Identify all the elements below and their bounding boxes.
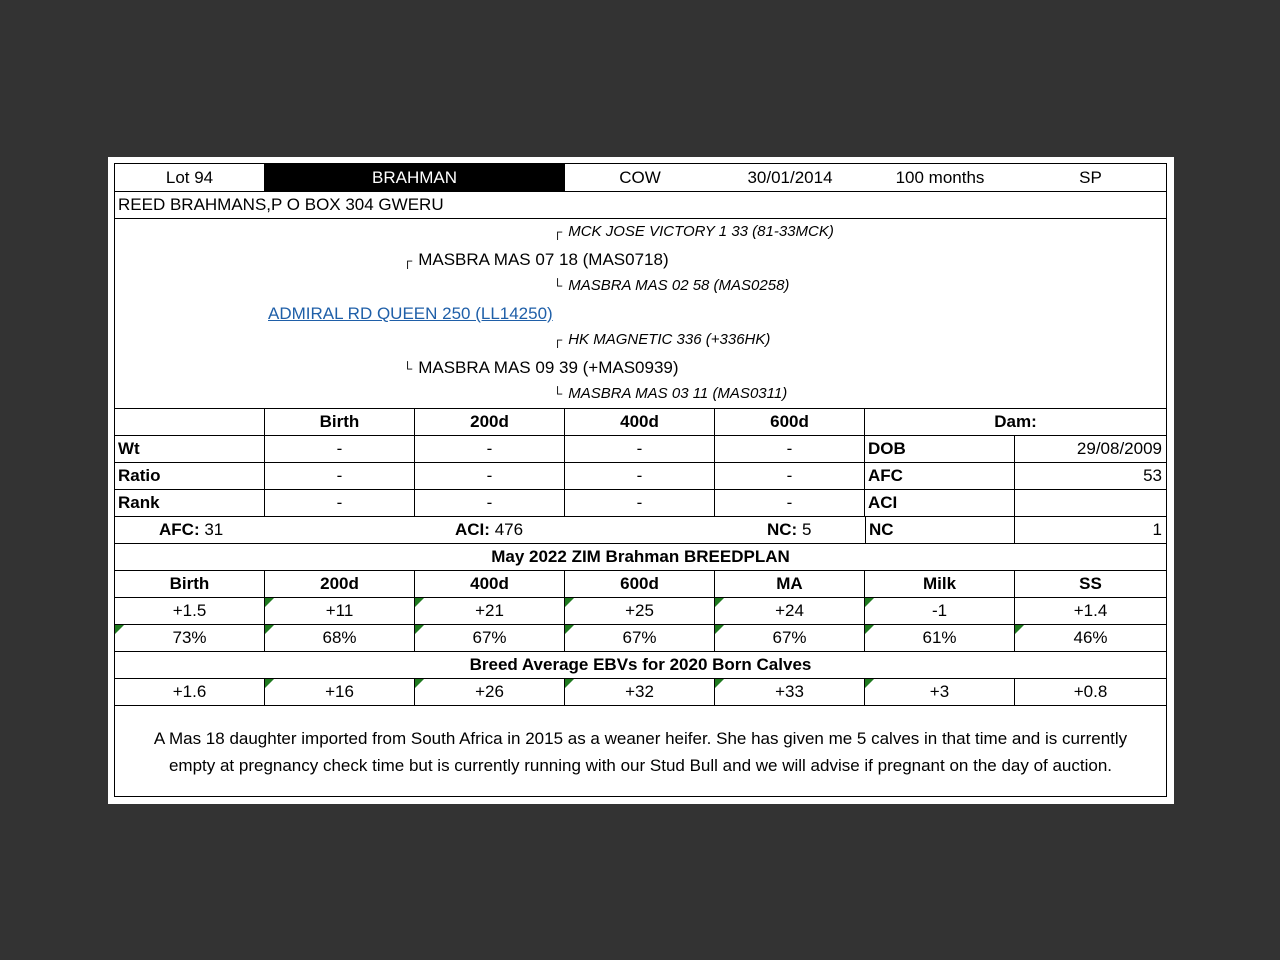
aci-value: 476 bbox=[494, 520, 524, 539]
bracket-top-icon: ┌ bbox=[553, 224, 563, 239]
comment-marker-icon bbox=[265, 679, 274, 688]
ebv-value bbox=[715, 598, 865, 624]
nc-label: NC: bbox=[767, 520, 798, 539]
comment-marker-icon bbox=[115, 625, 124, 634]
breedplan-title: May 2022 ZIM Brahman BREEDPLAN bbox=[491, 547, 790, 566]
pedigree-sire-sire bbox=[553, 223, 834, 240]
dam-header: Dam: bbox=[994, 412, 1037, 431]
value-cell: - bbox=[415, 436, 565, 462]
accuracy-text: 61% bbox=[922, 628, 957, 647]
dam-info-label: ACI bbox=[865, 490, 1015, 516]
pedigree-sire-dam bbox=[553, 277, 789, 294]
comment-marker-icon bbox=[565, 679, 574, 688]
avg-value-text: +33 bbox=[775, 682, 804, 701]
ebv-col-ma: MA bbox=[715, 571, 865, 597]
lot-comment: A Mas 18 daughter imported from South Africa in 2015 as a weaner heifer. She has given me 5 calves in that time and is currently empty at pregnancy check time but is currently running with our Stud Bull and we will advise if pregnant on the day of auction. bbox=[153, 729, 1128, 775]
dam-info-value bbox=[1015, 490, 1166, 516]
ebv-value bbox=[415, 598, 565, 624]
ebv-col-milk: Milk bbox=[865, 571, 1015, 597]
accuracy-text: 67% bbox=[772, 628, 807, 647]
breedplan-title-row bbox=[115, 544, 1166, 571]
afc-stat bbox=[159, 517, 223, 543]
breeder-row bbox=[115, 192, 1166, 219]
accuracy-value bbox=[715, 625, 865, 651]
value-cell: - bbox=[715, 490, 865, 516]
value-cell: - bbox=[415, 490, 565, 516]
accuracy-text: 67% bbox=[622, 628, 657, 647]
perf-row-ratio bbox=[115, 463, 1166, 490]
accuracy-row bbox=[115, 625, 1166, 652]
comment-marker-icon bbox=[715, 679, 724, 688]
comment-marker-icon bbox=[865, 679, 874, 688]
bracket-top-icon: ┌ bbox=[553, 332, 563, 347]
ebv-value-text: +21 bbox=[475, 601, 504, 620]
sire-dam-name: MASBRA MAS 02 58 (MAS0258) bbox=[568, 277, 790, 294]
ebv-col-ss: SS bbox=[1079, 574, 1102, 593]
dam-info-label: AFC bbox=[865, 463, 1015, 489]
lot-number: Lot 94 bbox=[115, 164, 265, 191]
sire-name: MASBRA MAS 07 18 (MAS0718) bbox=[418, 250, 669, 269]
comment-marker-icon bbox=[715, 625, 724, 634]
comment-marker-icon bbox=[415, 625, 424, 634]
avg-value bbox=[565, 679, 715, 705]
avg-value bbox=[865, 679, 1015, 705]
status-code: SP bbox=[1079, 167, 1102, 187]
ebv-value bbox=[865, 598, 1015, 624]
value-cell: - bbox=[265, 490, 415, 516]
performance-header-row bbox=[115, 409, 1166, 436]
accuracy-value bbox=[265, 625, 415, 651]
dam-info-value: 53 bbox=[1143, 466, 1162, 485]
comment-marker-icon bbox=[865, 598, 874, 607]
ebv-value bbox=[565, 598, 715, 624]
nc-value: 5 bbox=[801, 520, 812, 539]
pedigree-dam-dam bbox=[553, 385, 787, 402]
dam-dam-name: MASBRA MAS 03 11 (MAS0311) bbox=[568, 385, 788, 402]
birth-date: 30/01/2014 bbox=[747, 167, 833, 187]
ebv-value: +1.5 bbox=[115, 598, 265, 624]
ebv-value-text: +24 bbox=[775, 601, 804, 620]
value-cell: - bbox=[565, 490, 715, 516]
comment-marker-icon bbox=[415, 679, 424, 688]
comment-marker-icon bbox=[1015, 625, 1024, 634]
value-cell: - bbox=[565, 436, 715, 462]
pedigree-section bbox=[115, 219, 1166, 409]
perf-col-birth: Birth bbox=[265, 409, 415, 435]
perf-col-400d: 400d bbox=[565, 409, 715, 435]
performance-corner bbox=[115, 409, 265, 435]
ebv-value: +1.4 bbox=[1073, 601, 1108, 620]
lot-card bbox=[114, 163, 1167, 797]
sire-sire-name: MCK JOSE VICTORY 1 33 (81-33MCK) bbox=[568, 223, 834, 240]
accuracy-text: 73% bbox=[172, 628, 207, 647]
accuracy-value bbox=[565, 625, 715, 651]
breed-label: BRAHMAN bbox=[265, 164, 565, 191]
value-cell: - bbox=[715, 436, 865, 462]
comment-marker-icon bbox=[565, 598, 574, 607]
avg-value-text: +26 bbox=[475, 682, 504, 701]
perf-row-rank bbox=[115, 490, 1166, 517]
afc-label: AFC: bbox=[159, 520, 200, 539]
ebv-col-400d: 400d bbox=[415, 571, 565, 597]
comment-marker-icon bbox=[265, 625, 274, 634]
ebv-value bbox=[265, 598, 415, 624]
ebv-col-600d: 600d bbox=[565, 571, 715, 597]
pedigree-animal bbox=[268, 304, 553, 324]
avg-value-text: +16 bbox=[325, 682, 354, 701]
comment-marker-icon bbox=[265, 598, 274, 607]
accuracy-text: 68% bbox=[322, 628, 357, 647]
breed-average-row bbox=[115, 679, 1166, 706]
avg-value-text: +3 bbox=[929, 682, 950, 701]
dam-info-label: DOB bbox=[865, 436, 1015, 462]
animal-name-link[interactable]: ADMIRAL RD QUEEN 250 (LL14250) bbox=[268, 304, 553, 323]
value-cell: - bbox=[415, 463, 565, 489]
breeder-address: REED BRAHMANS,P O BOX 304 GWERU bbox=[118, 195, 444, 214]
dam-info-value: 1 bbox=[1152, 520, 1162, 539]
bracket-bottom-icon: └ bbox=[403, 361, 413, 376]
accuracy-text: 46% bbox=[1073, 628, 1108, 647]
dam-info-label: NC bbox=[865, 517, 1015, 543]
avg-value bbox=[415, 679, 565, 705]
ebv-header-row bbox=[115, 571, 1166, 598]
dam-info-value: 29/08/2009 bbox=[1076, 439, 1162, 458]
header-row bbox=[115, 164, 1166, 192]
row-label: Ratio bbox=[115, 463, 265, 489]
value-cell: - bbox=[265, 463, 415, 489]
pedigree-dam bbox=[403, 358, 679, 378]
accuracy-value bbox=[415, 625, 565, 651]
comment-marker-icon bbox=[565, 625, 574, 634]
pedigree-sire bbox=[403, 250, 669, 270]
age: 100 months bbox=[895, 167, 985, 187]
sex-label: COW bbox=[619, 167, 661, 187]
ebv-col-birth: Birth bbox=[115, 571, 265, 597]
perf-col-200d: 200d bbox=[415, 409, 565, 435]
ebv-value-text: -1 bbox=[931, 601, 948, 620]
comment-marker-icon bbox=[415, 598, 424, 607]
avg-value bbox=[715, 679, 865, 705]
bracket-top-icon: ┌ bbox=[403, 253, 413, 268]
comment-marker-icon bbox=[715, 598, 724, 607]
ebv-value-text: +11 bbox=[325, 601, 354, 620]
breed-average-title-row bbox=[115, 652, 1166, 679]
value-cell: - bbox=[265, 436, 415, 462]
accuracy-value bbox=[865, 625, 1015, 651]
row-label: Rank bbox=[115, 490, 265, 516]
pedigree-dam-sire bbox=[553, 331, 770, 348]
aci-label: ACI: bbox=[455, 520, 490, 539]
perf-col-600d: 600d bbox=[715, 409, 865, 435]
accuracy-value bbox=[115, 625, 265, 651]
accuracy-value bbox=[1015, 625, 1166, 651]
afc-value: 31 bbox=[204, 520, 224, 539]
ebv-col-200d: 200d bbox=[265, 571, 415, 597]
bracket-bottom-icon: └ bbox=[553, 386, 563, 401]
ebv-value-text: +25 bbox=[625, 601, 654, 620]
dam-sire-name: HK MAGNETIC 336 (+336HK) bbox=[568, 331, 771, 348]
bracket-bottom-icon: └ bbox=[553, 278, 563, 293]
aci-stat bbox=[455, 517, 523, 543]
value-cell: - bbox=[715, 463, 865, 489]
dam-name: MASBRA MAS 09 39 (+MAS0939) bbox=[418, 358, 679, 377]
avg-value-text: +32 bbox=[625, 682, 654, 701]
accuracy-text: 67% bbox=[472, 628, 507, 647]
nc-stat bbox=[767, 517, 811, 543]
perf-row-wt bbox=[115, 436, 1166, 463]
avg-value: +0.8 bbox=[1073, 682, 1108, 701]
avg-value bbox=[265, 679, 415, 705]
value-cell: - bbox=[565, 463, 715, 489]
fertility-row bbox=[115, 517, 1166, 544]
row-label: Wt bbox=[115, 436, 265, 462]
comment-marker-icon bbox=[865, 625, 874, 634]
lot-sheet bbox=[108, 157, 1174, 804]
ebv-values-row bbox=[115, 598, 1166, 625]
avg-value: +1.6 bbox=[115, 679, 265, 705]
breed-average-title: Breed Average EBVs for 2020 Born Calves bbox=[469, 655, 812, 674]
